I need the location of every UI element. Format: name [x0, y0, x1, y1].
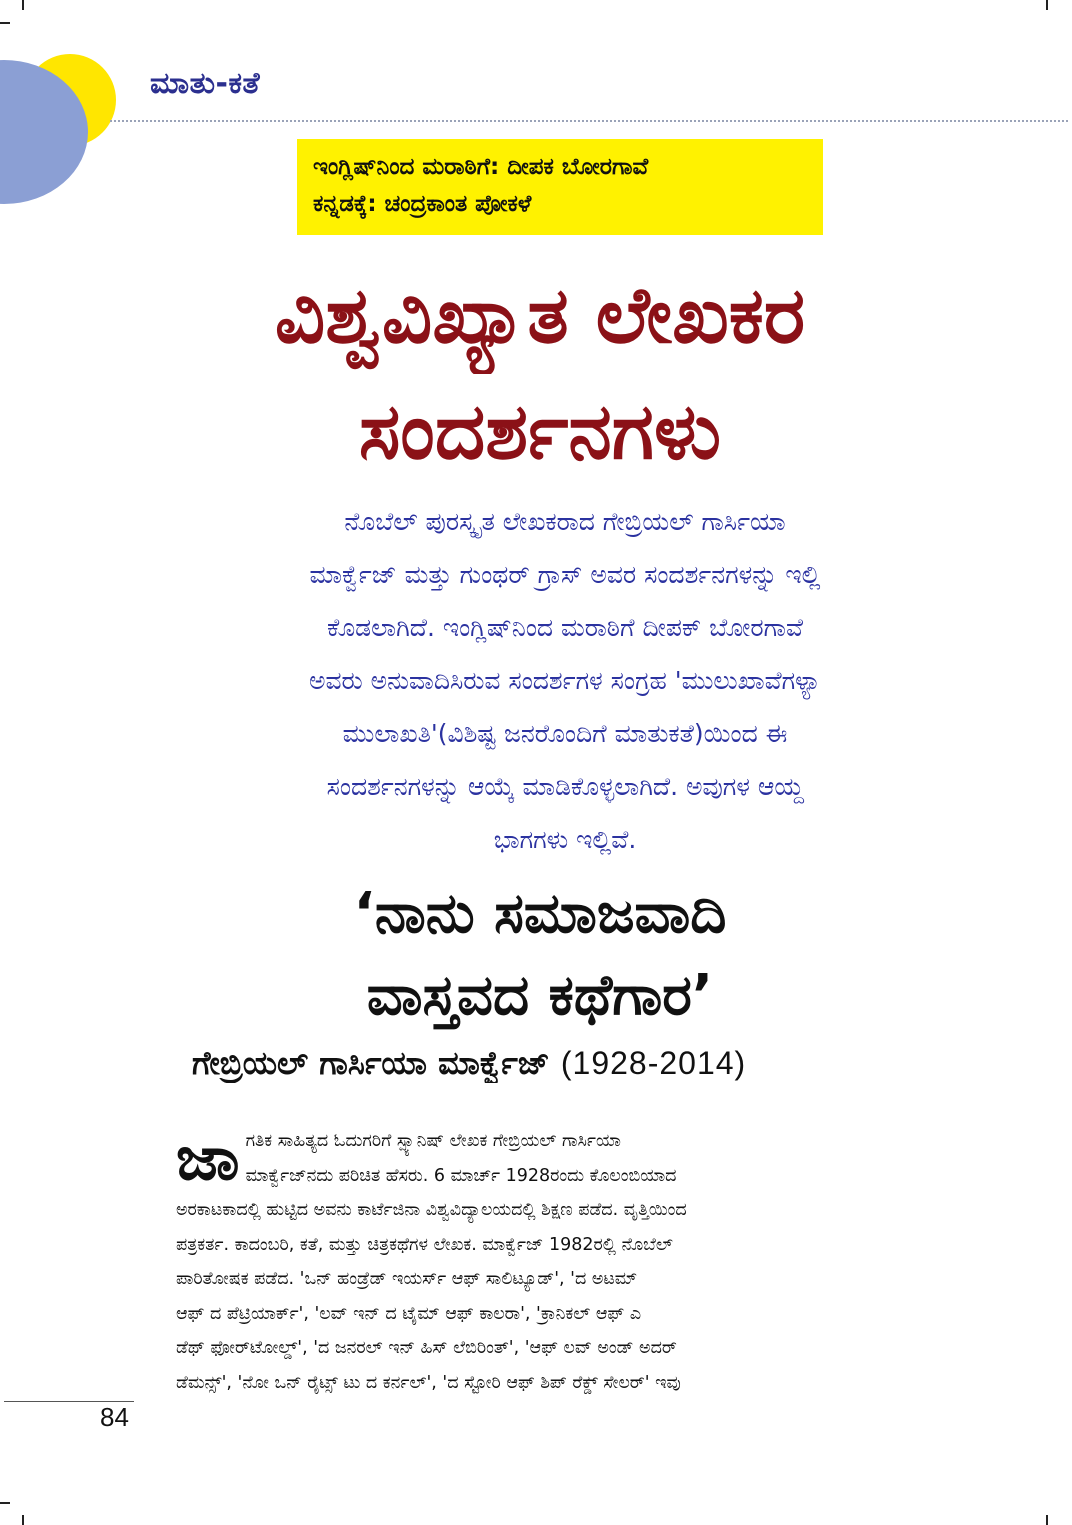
- main-title-line-1: ವಿಶ್ವವಿಖ್ಯಾತ ಲೇಖಕರ: [274, 271, 806, 361]
- body-line: ಅರಕಾಟಕಾದಲ್ಲಿ ಹುಟ್ಟಿದ ಅವನು ಕಾರ್ಟೆಜಿನಾ ವಿಶ್ವವಿದ್ಯಾಲಯದಲ್ಲಿ ಶಿಕ್ಷಣ ಪಡೆದ. ವೃತ್ತಿಯಿಂದ: [176, 1200, 687, 1220]
- translation-credit-box: [297, 139, 823, 235]
- body-line: ಪಾರಿತೋಷಕ ಪಡೆದ. 'ಒನ್ ಹಂಡ್ರೆಡ್ ಇಯರ್ಸ್ ಆಫ್ ಸಾಲಿಟ್ಯೂಡ್', 'ದ ಅಟಮ್: [176, 1269, 638, 1289]
- section-label: ಮಾತು-ಕತೆ: [150, 66, 261, 101]
- main-title-line-2: ಸಂದರ್ಶನಗಳು: [358, 387, 722, 477]
- author-name: ಗೇಬ್ರಿಯಲ್ ಗಾರ್ಸಿಯಾ ಮಾರ್ಕ್ವೆಜ್: [192, 1044, 550, 1082]
- intro-line: ಮಾರ್ಕ್ವೆಜ್ ಮತ್ತು ಗುಂಥರ್ ಗ್ರಾಸ್ ಅವರ ಸಂದರ್ಶನಗಳನ್ನು ಇಲ್ಲಿ: [309, 560, 821, 589]
- intro-line: ಮುಲಾಖತಿ'(ವಿಶಿಷ್ಟ ಜನರೊಂದಿಗೆ ಮಾತುಕತೆ)ಯಿಂದ ಈ: [342, 719, 788, 748]
- credit-kannada-translator: ಕನ್ನಡಕ್ಕೆ: ಚಂದ್ರಕಾಂತ ಪೋಕಳೆ: [313, 191, 532, 217]
- main-title: [40, 258, 1040, 490]
- article-body: [176, 1121, 948, 1400]
- credit-marathi-translator: ಇಂಗ್ಲಿಷ್‌ನಿಂದ ಮರಾಠಿಗೆ: ದೀಪಕ ಬೋರಗಾವೆ: [313, 154, 649, 180]
- intro-line: ನೊಬೆಲ್ ಪುರಸ್ಕೃತ ಲೇಖಕರಾದ ಗೇಬ್ರಿಯಲ್ ಗಾರ್ಸಿಯಾ: [344, 507, 786, 536]
- body-line: ಡೆಮನ್ಸ್', 'ನೋ ಒನ್ ರೈಟ್ಸ್ ಟು ದ ಕರ್ನಲ್', 'ದ ಸ್ಟೋರಿ ಆಫ್ ಶಿಪ್ ರೆಕ್ಡ್ ಸೇಲರ್' ಇವು: [176, 1372, 681, 1393]
- body-line: ಆಫ್ ದ ಪೆಟ್ರಿಯಾರ್ಕ್', 'ಲವ್ ಇನ್ ದ ಟೈಮ್ ಆಫ್ ಕಾಲರಾ', 'ಕ್ರಾನಿಕಲ್ ಆಫ್ ಎ: [176, 1303, 642, 1324]
- author-byline: [192, 1044, 972, 1083]
- crop-mark-top-left: [22, 0, 24, 10]
- intro-line: ಸಂದರ್ಶನಗಳನ್ನು ಆಯ್ಕೆ ಮಾಡಿಕೊಳ್ಳಲಾಗಿದೆ. ಅವುಗಳ ಆಯ್ದ: [326, 772, 804, 801]
- intro-line: ಕೊಡಲಾಗಿದೆ. ಇಂಗ್ಲಿಷ್‌ನಿಂದ ಮರಾಠಿಗೆ ದೀಪಕ್ ಬೋರಗಾವೆ: [326, 613, 804, 642]
- body-line: ಡೆಥ್ ಫೋರ್‌ಟೋಲ್ಡ್', 'ದ ಜನರಲ್ ಇನ್ ಹಿಸ್ ಲೆಬಿರಿಂತ್', 'ಆಫ್ ಲವ್ ಅಂಡ್ ಅದರ್: [176, 1338, 677, 1358]
- body-line: ಗತಿಕ ಸಾಹಿತ್ಯದ ಓದುಗರಿಗೆ ಸ್ಪ್ಯಾನಿಷ್ ಲೇಖಕ ಗೇಬ್ರಿಯಲ್ ಗಾರ್ಸಿಯಾ: [245, 1131, 621, 1151]
- drop-cap: ಜಾ: [176, 1121, 240, 1194]
- crop-mark-top-right: [1046, 0, 1048, 10]
- article-title: [40, 873, 1040, 1037]
- intro-paragraph: [170, 495, 960, 866]
- article-title-line-2: ವಾಸ್ತವದ ಕಥೆಗಾರ’: [366, 963, 714, 1028]
- author-years: (1928-2014): [560, 1045, 747, 1081]
- crop-mark-bottom-right: [1046, 1515, 1048, 1525]
- body-line: ಮಾರ್ಕ್ವೆಜ್‌ನದು ಪರಿಚಿತ ಹೆಸರು. 6 ಮಾರ್ಚ್ 1928ರಂದು ಕೊಲಂಬಿಯಾದ: [245, 1165, 677, 1186]
- header-dotted-divider: [110, 120, 1068, 122]
- intro-line: ಭಾಗಗಳು ಇಲ್ಲಿವೆ.: [493, 825, 637, 854]
- crop-mark-left-lower: [0, 1502, 10, 1504]
- crop-mark-bottom-left: [22, 1515, 24, 1525]
- crop-mark-left-upper: [0, 22, 10, 24]
- intro-line: ಅವರು ಅನುವಾದಿಸಿರುವ ಸಂದರ್ಶಗಳ ಸಂಗ್ರಹ 'ಮುಲುಖಾವೆಗಳ್ಯಾ: [308, 666, 822, 695]
- body-line: ಪತ್ರಕರ್ತ. ಕಾದಂಬರಿ, ಕತೆ, ಮತ್ತು ಚಿತ್ರಕಥೆಗಳ ಲೇಖಕ. ಮಾರ್ಕ್ವೆಜ್ 1982ರಲ್ಲಿ ನೊಬೆಲ್: [176, 1234, 673, 1255]
- page-number: 84: [100, 1402, 129, 1432]
- article-title-line-1: ‘ನಾನು ಸಮಾಜವಾದಿ: [353, 881, 727, 946]
